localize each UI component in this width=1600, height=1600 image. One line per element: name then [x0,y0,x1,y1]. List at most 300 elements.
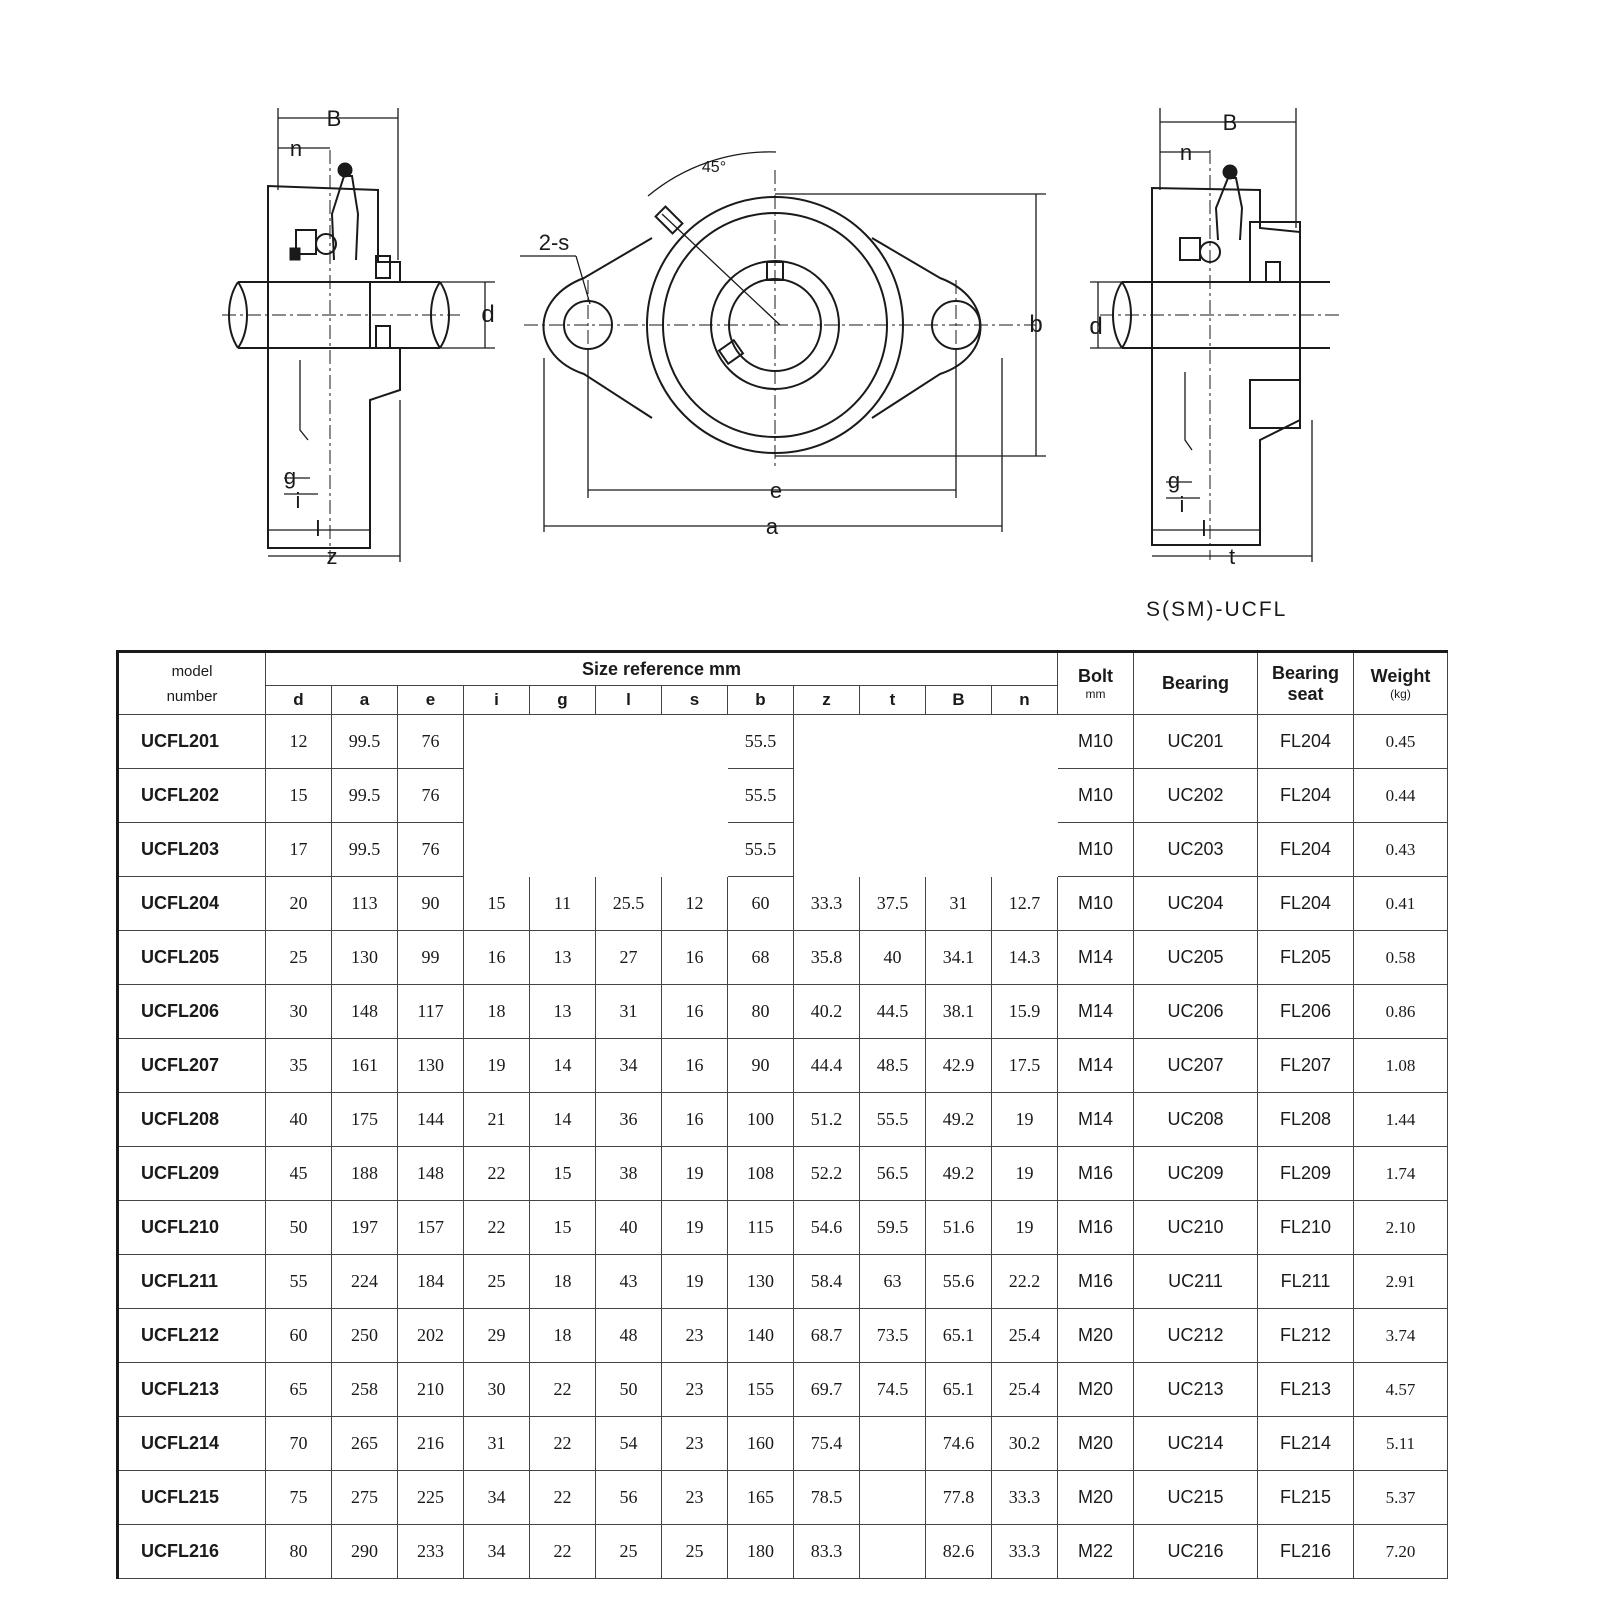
cell-b: 165 [728,1471,794,1525]
cell-d: 45 [266,1147,332,1201]
cell-a: 290 [332,1525,398,1579]
column-header-b: b [728,686,794,715]
cell-g: 15 [530,1147,596,1201]
cell-s: 19 [662,1255,728,1309]
cell-d: 40 [266,1093,332,1147]
cell-g: 13 [530,985,596,1039]
left-dim-d-label: d [481,301,495,328]
cell-z: 69.7 [794,1363,860,1417]
model-cell: UCFL206 [118,985,266,1039]
cell-b-upper: 34.1 [926,931,992,985]
cell-t [860,715,926,769]
cell-t [860,823,926,877]
cell-g: 22 [530,1363,596,1417]
cell-z: 35.8 [794,931,860,985]
cell-i: 19 [464,1039,530,1093]
bearing-seat-cell: FL215 [1258,1471,1354,1525]
cell-e: 202 [398,1309,464,1363]
cell-d: 65 [266,1363,332,1417]
cell-t: 48.5 [860,1039,926,1093]
cell-a: 99.5 [332,823,398,877]
model-cell: UCFL207 [118,1039,266,1093]
cell-z: 33.3 [794,877,860,931]
bearing-seat-cell: FL207 [1258,1039,1354,1093]
cell-l [596,769,662,823]
cell-t [860,1417,926,1471]
model-cell: UCFL214 [118,1417,266,1471]
cell-e: 225 [398,1471,464,1525]
bearing-seat-cell: FL208 [1258,1093,1354,1147]
cell-e: 90 [398,877,464,931]
right-dim-g-label: g [1167,468,1181,493]
cell-n: 33.3 [992,1471,1058,1525]
weight-cell: 5.11 [1354,1417,1448,1471]
cell-i: 34 [464,1471,530,1525]
cell-t: 63 [860,1255,926,1309]
cell-z: 83.3 [794,1525,860,1579]
weight-cell: 1.74 [1354,1147,1448,1201]
bolt-cell: M16 [1058,1255,1134,1309]
bolt-cell: M14 [1058,1039,1134,1093]
weight-header-label: Weight [1370,666,1431,686]
bearing-cell: UC209 [1134,1147,1258,1201]
table-row [118,1525,1448,1579]
weight-cell: 1.44 [1354,1093,1448,1147]
cell-l: 25.5 [596,877,662,931]
cell-d: 35 [266,1039,332,1093]
bolt-cell: M14 [1058,931,1134,985]
cell-e: 76 [398,823,464,877]
cell-a: 99.5 [332,715,398,769]
cell-z: 54.6 [794,1201,860,1255]
weight-cell: 0.43 [1354,823,1448,877]
weight-cell: 0.44 [1354,769,1448,823]
cell-l: 38 [596,1147,662,1201]
column-header-e: e [398,686,464,715]
cell-s: 12 [662,877,728,931]
bearing-cell: UC205 [1134,931,1258,985]
cell-t [860,1471,926,1525]
model-cell: UCFL205 [118,931,266,985]
cell-g: 14 [530,1093,596,1147]
cell-b: 155 [728,1363,794,1417]
cell-n: 19 [992,1201,1058,1255]
cell-i: 34 [464,1525,530,1579]
cell-t: 56.5 [860,1147,926,1201]
weight-cell: 0.58 [1354,931,1448,985]
weight-cell: 0.41 [1354,877,1448,931]
bolt-cell: M14 [1058,1093,1134,1147]
cell-b: 55.5 [728,823,794,877]
column-header-a: a [332,686,398,715]
cell-d: 50 [266,1201,332,1255]
cell-g: 13 [530,931,596,985]
bolt-cell: M20 [1058,1309,1134,1363]
front-dim-s-label: 2-s [538,230,570,255]
bolt-cell: M16 [1058,1147,1134,1201]
bearing-seat-cell: FL211 [1258,1255,1354,1309]
cell-b-upper [926,823,992,877]
bolt-cell: M10 [1058,877,1134,931]
cell-z: 51.2 [794,1093,860,1147]
cell-b-upper: 31 [926,877,992,931]
column-header-z: z [794,686,860,715]
bolt-cell: M20 [1058,1471,1134,1525]
bolt-unit: mm [1085,687,1106,701]
cell-i [464,769,530,823]
table-row [118,1255,1448,1309]
right-dim-d-label: d [1089,313,1103,340]
left-dim-b-label: B [326,106,342,131]
cell-n: 22.2 [992,1255,1058,1309]
cell-b: 55.5 [728,715,794,769]
table-row [118,1147,1448,1201]
cell-b-upper: 74.6 [926,1417,992,1471]
table-row [118,931,1448,985]
cell-b: 80 [728,985,794,1039]
cell-t: 74.5 [860,1363,926,1417]
column-header-t: t [860,686,926,715]
cell-b-upper: 49.2 [926,1093,992,1147]
cell-s [662,769,728,823]
cell-e: 99 [398,931,464,985]
bearing-cell: UC210 [1134,1201,1258,1255]
cell-b: 140 [728,1309,794,1363]
right-dim-i-label: i [1179,492,1185,517]
cell-b: 68 [728,931,794,985]
cell-b-upper: 49.2 [926,1147,992,1201]
cell-g: 11 [530,877,596,931]
cell-b-upper: 38.1 [926,985,992,1039]
cell-b-upper: 51.6 [926,1201,992,1255]
cell-b: 60 [728,877,794,931]
column-header-l: l [596,686,662,715]
bearing-cell: UC202 [1134,769,1258,823]
cell-b-upper: 42.9 [926,1039,992,1093]
table-row [118,823,1448,877]
cell-i: 29 [464,1309,530,1363]
spec-table [116,650,1448,1579]
bearing-cell: UC211 [1134,1255,1258,1309]
cell-d: 60 [266,1309,332,1363]
cell-s [662,715,728,769]
cell-z [794,823,860,877]
cell-n: 19 [992,1093,1058,1147]
cell-z [794,715,860,769]
front-view [520,152,1046,539]
size-reference-header: Size reference mm [266,652,1058,686]
cell-e: 76 [398,769,464,823]
seat-header-line2: seat [1287,683,1324,704]
model-cell: UCFL210 [118,1201,266,1255]
bearing-cell: UC216 [1134,1525,1258,1579]
cell-a: 148 [332,985,398,1039]
weight-cell: 5.37 [1354,1471,1448,1525]
weight-cell: 0.45 [1354,715,1448,769]
cell-i: 31 [464,1417,530,1471]
right-dim-l-label: l [1201,516,1207,541]
bearing-seat-cell: FL214 [1258,1417,1354,1471]
model-cell: UCFL211 [118,1255,266,1309]
table-row [118,1363,1448,1417]
cell-l: 36 [596,1093,662,1147]
variant-caption: S(SM)-UCFL [1146,598,1288,621]
cell-s: 16 [662,1093,728,1147]
cell-i: 30 [464,1363,530,1417]
cell-l: 43 [596,1255,662,1309]
bearing-cell: UC203 [1134,823,1258,877]
model-cell: UCFL208 [118,1093,266,1147]
cell-g: 15 [530,1201,596,1255]
cell-s: 23 [662,1471,728,1525]
cell-b: 160 [728,1417,794,1471]
cell-n: 14.3 [992,931,1058,985]
bearing-cell: UC213 [1134,1363,1258,1417]
cell-t: 73.5 [860,1309,926,1363]
cell-z: 52.2 [794,1147,860,1201]
cell-e: 216 [398,1417,464,1471]
cell-a: 175 [332,1093,398,1147]
weight-cell: 2.10 [1354,1201,1448,1255]
cell-z [794,769,860,823]
column-header-g: g [530,686,596,715]
cell-d: 25 [266,931,332,985]
cell-b-upper: 82.6 [926,1525,992,1579]
cell-d: 20 [266,877,332,931]
weight-cell: 7.20 [1354,1525,1448,1579]
bearing-seat-cell: FL212 [1258,1309,1354,1363]
cell-a: 130 [332,931,398,985]
cell-a: 250 [332,1309,398,1363]
model-header-line2: number [166,687,218,705]
weight-cell: 4.57 [1354,1363,1448,1417]
cell-s: 19 [662,1147,728,1201]
cell-b: 100 [728,1093,794,1147]
bolt-cell: M10 [1058,823,1134,877]
bolt-header [1058,652,1134,715]
cell-e: 184 [398,1255,464,1309]
left-dim-g-label: g [283,464,297,489]
cell-t: 55.5 [860,1093,926,1147]
cell-t: 37.5 [860,877,926,931]
cell-n: 17.5 [992,1039,1058,1093]
table-row [118,769,1448,823]
seat-header-line1: Bearing [1271,662,1340,683]
cell-t: 40 [860,931,926,985]
cell-i: 21 [464,1093,530,1147]
table-row [118,1093,1448,1147]
cell-n: 19 [992,1147,1058,1201]
bolt-cell: M10 [1058,769,1134,823]
bearing-cell: UC212 [1134,1309,1258,1363]
table-row [118,985,1448,1039]
weight-cell: 0.86 [1354,985,1448,1039]
cell-n: 12.7 [992,877,1058,931]
cell-n: 15.9 [992,985,1058,1039]
cell-e: 117 [398,985,464,1039]
cell-g [530,769,596,823]
front-dim-a-label: a [765,514,779,539]
cell-i: 16 [464,931,530,985]
cell-g: 22 [530,1471,596,1525]
bearing-cell: UC214 [1134,1417,1258,1471]
table-row [118,1039,1448,1093]
bolt-header-label: Bolt [1078,666,1113,686]
cell-d: 55 [266,1255,332,1309]
cell-z: 68.7 [794,1309,860,1363]
weight-cell: 2.91 [1354,1255,1448,1309]
cell-b-upper [926,715,992,769]
table-row [118,1309,1448,1363]
front-dim-e-label: e [769,478,783,503]
model-cell: UCFL215 [118,1471,266,1525]
cell-t [860,1525,926,1579]
cell-a: 197 [332,1201,398,1255]
right-dim-b-label: B [1222,110,1238,135]
cell-g: 18 [530,1255,596,1309]
cell-n: 33.3 [992,1525,1058,1579]
left-dim-z-label: z [326,544,338,569]
model-cell: UCFL213 [118,1363,266,1417]
bearing-cell: UC204 [1134,877,1258,931]
cell-l [596,715,662,769]
model-cell: UCFL201 [118,715,266,769]
cell-i [464,715,530,769]
left-dim-n-label: n [289,136,303,161]
cell-s: 16 [662,985,728,1039]
weight-cell: 3.74 [1354,1309,1448,1363]
bolt-cell: M22 [1058,1525,1134,1579]
table-row [118,1201,1448,1255]
cell-e: 157 [398,1201,464,1255]
bearing-seat-cell: FL204 [1258,823,1354,877]
cell-e: 130 [398,1039,464,1093]
bearing-cell: UC208 [1134,1093,1258,1147]
cell-b: 115 [728,1201,794,1255]
cell-a: 275 [332,1471,398,1525]
cell-s: 16 [662,931,728,985]
cell-l: 48 [596,1309,662,1363]
cell-s: 19 [662,1201,728,1255]
bearing-cell: UC206 [1134,985,1258,1039]
cell-g: 22 [530,1525,596,1579]
cell-e: 233 [398,1525,464,1579]
cell-d: 80 [266,1525,332,1579]
cell-i: 22 [464,1147,530,1201]
cell-t: 44.5 [860,985,926,1039]
table-row [118,877,1448,931]
cell-l [596,823,662,877]
cell-n: 30.2 [992,1417,1058,1471]
cell-s: 25 [662,1525,728,1579]
left-dim-l-label: l [315,516,321,541]
column-header-b-upper: B [926,686,992,715]
bearing-seat-cell: FL209 [1258,1147,1354,1201]
cell-b: 108 [728,1147,794,1201]
cell-l: 50 [596,1363,662,1417]
column-header-i: i [464,686,530,715]
cell-n: 25.4 [992,1309,1058,1363]
right-dim-n-label: n [1179,140,1193,165]
column-header-d: d [266,686,332,715]
front-dim-b-label: b [1029,311,1043,338]
cell-z: 58.4 [794,1255,860,1309]
bearing-cell: UC201 [1134,715,1258,769]
cell-s: 23 [662,1309,728,1363]
left-side-view [222,106,495,569]
bearing-header: Bearing [1134,652,1258,715]
cell-l: 25 [596,1525,662,1579]
table-row [118,715,1448,769]
cell-n [992,715,1058,769]
weight-cell: 1.08 [1354,1039,1448,1093]
model-cell: UCFL209 [118,1147,266,1201]
cell-n [992,769,1058,823]
left-dim-i-label: i [295,488,301,513]
bearing-cell: UC207 [1134,1039,1258,1093]
cell-a: 161 [332,1039,398,1093]
cell-i: 15 [464,877,530,931]
cell-b: 130 [728,1255,794,1309]
weight-header [1354,652,1448,715]
bearing-seat-header [1258,652,1354,715]
cell-a: 113 [332,877,398,931]
cell-g [530,715,596,769]
bearing-seat-cell: FL204 [1258,769,1354,823]
cell-b-upper: 65.1 [926,1309,992,1363]
cell-a: 258 [332,1363,398,1417]
cell-l: 27 [596,931,662,985]
weight-unit: (kg) [1390,687,1411,701]
model-number-header [118,652,266,715]
cell-g: 18 [530,1309,596,1363]
column-header-s: s [662,686,728,715]
bolt-cell: M14 [1058,985,1134,1039]
cell-e: 210 [398,1363,464,1417]
cell-b-upper: 65.1 [926,1363,992,1417]
cell-a: 265 [332,1417,398,1471]
bearing-cell: UC215 [1134,1471,1258,1525]
cell-l: 56 [596,1471,662,1525]
cell-d: 70 [266,1417,332,1471]
cell-g: 22 [530,1417,596,1471]
cell-z: 44.4 [794,1039,860,1093]
bearing-seat-cell: FL204 [1258,877,1354,931]
cell-d: 15 [266,769,332,823]
model-cell: UCFL202 [118,769,266,823]
cell-g [530,823,596,877]
cell-n [992,823,1058,877]
cell-l: 31 [596,985,662,1039]
cell-l: 34 [596,1039,662,1093]
cell-z: 40.2 [794,985,860,1039]
column-header-n: n [992,686,1058,715]
cell-i: 18 [464,985,530,1039]
bearing-seat-cell: FL213 [1258,1363,1354,1417]
cell-z: 78.5 [794,1471,860,1525]
cell-e: 76 [398,715,464,769]
bearing-seat-cell: FL216 [1258,1525,1354,1579]
bearing-seat-cell: FL204 [1258,715,1354,769]
model-cell: UCFL203 [118,823,266,877]
bearing-seat-cell: FL206 [1258,985,1354,1039]
cell-s: 16 [662,1039,728,1093]
cell-e: 148 [398,1147,464,1201]
cell-l: 40 [596,1201,662,1255]
bolt-cell: M10 [1058,715,1134,769]
cell-i [464,823,530,877]
cell-i: 25 [464,1255,530,1309]
